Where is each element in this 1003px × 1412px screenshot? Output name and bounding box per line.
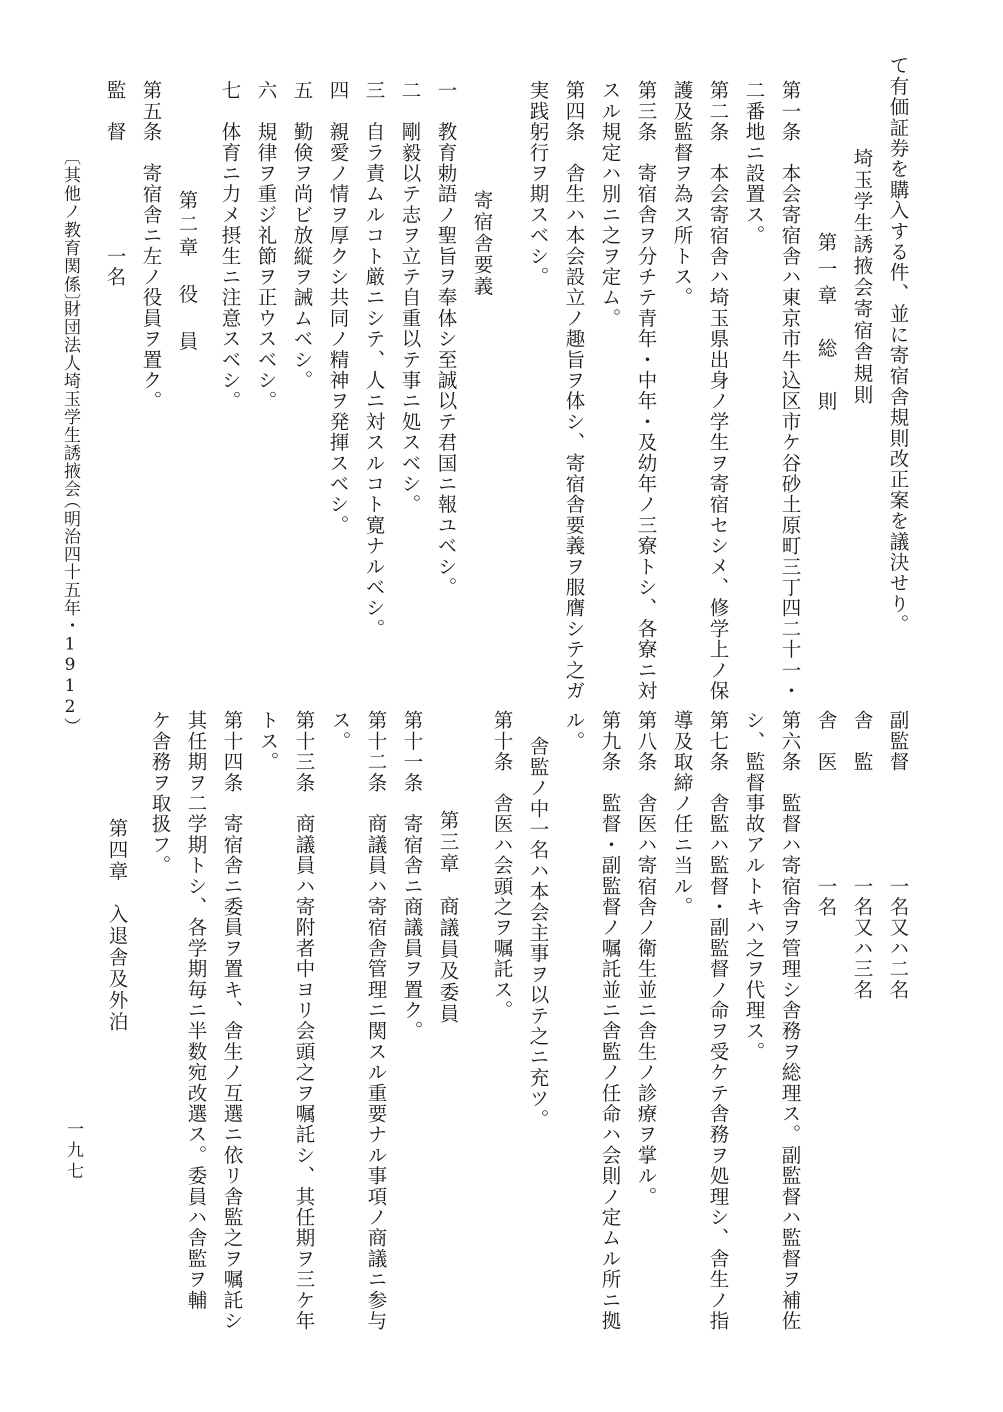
article-line: 第七条 舎監ハ監督・副監督ノ命ヲ受ケテ舎務ヲ処理シ、舎生ノ指 (706, 710, 730, 1331)
text-line: 監 督 一名 (103, 80, 127, 287)
article-line: 第三条 寄宿舎ヲ分チテ青年・中年・及幼年ノ三寮トシ、各寮ニ対 (634, 80, 658, 701)
article-line: 第九条 監督・副監督ノ嘱託並ニ舎監ノ任命ハ会則ノ定ムル所ニ拠 (598, 710, 622, 1331)
footer-year: （明治四十五年・1912） (60, 492, 80, 736)
list-item: 二 剛毅以テ志ヲ立テ自重以テ事ニ処スベシ。 (398, 80, 422, 515)
article-line: 第五条 寄宿舎ニ左ノ役員ヲ置ク。 (139, 80, 163, 412)
text-line: 二番地ニ設置ス。 (742, 80, 766, 246)
text-line: 実践躬行ヲ期スベシ。 (526, 80, 550, 287)
article-line: 第八条 舎医ハ寄宿舎ノ衛生並ニ舎生ノ診療ヲ掌ル。 (634, 710, 658, 1207)
footer-org: 財団法人埼玉学生誘掖会 (60, 300, 80, 498)
article-line: 第六条 監督ハ寄宿舎ヲ管理シ舎務ヲ総理ス。副監督ハ監督ヲ補佐 (778, 710, 802, 1331)
article-line: 第十三条 商議員ハ寄附者中ヨリ会頭之ヲ嘱託シ、其任期ヲ三ケ年 (292, 710, 316, 1331)
text-line: 舎 医 一名 (814, 710, 838, 917)
list-item: 六 規律ヲ重ジ礼節ヲ正ウスベシ。 (254, 80, 278, 412)
text-line: て有価証券を購入する件、並に寄宿舎規則改正案を議決せり。 (886, 55, 910, 635)
text-line: 導及取締ノ任ニ当ル。 (670, 710, 694, 917)
article-line: 第十二条 商議員ハ寄宿舎管理ニ関スル重要ナル事項ノ商議ニ参与 (364, 710, 388, 1331)
chapter-heading: 第三章 商議員及委員 (436, 810, 460, 1025)
article-line: 第十四条 寄宿舎ニ委員ヲ置キ、舎生ノ互選ニ依リ舎監之ヲ嘱託シ (220, 710, 244, 1331)
text-line: トス。 (256, 710, 280, 773)
article-line: 第十一条 寄宿舎ニ商議員ヲ置ク。 (400, 710, 424, 1042)
text-line: 舎監ノ中一名ハ本会主事ヲ以テ之ニ充ツ。 (526, 736, 550, 1130)
list-item: 三 自ラ責ムルコト厳ニシテ、人ニ対スルコト寛ナルベシ。 (362, 80, 386, 639)
chapter-heading: 第二章 役 員 (175, 190, 199, 355)
text-line: シ、監督事故アルトキハ之ヲ代理ス。 (742, 710, 766, 1062)
page-number: 一九七 (63, 1120, 83, 1183)
article-line: 第二条 本会寄宿舎ハ埼玉県出身ノ学生ヲ寄宿セシメ、修学上ノ保 (706, 80, 730, 701)
text-line: 護及監督ヲ為ス所トス。 (670, 80, 694, 308)
rules-title: 埼玉学生誘掖会寄宿舎規則 (850, 148, 874, 406)
list-item: 四 親愛ノ情ヲ厚クシ共同ノ精神ヲ発揮スベシ。 (326, 80, 350, 536)
list-item: 五 勤倹ヲ尚ビ放縦ヲ誡ムベシ。 (290, 80, 314, 391)
chapter-heading: 第一章 総 則 (814, 232, 838, 418)
article-line: 第一条 本会寄宿舎ハ東京市牛込区市ケ谷砂土原町三丁四二十一・ (778, 80, 802, 701)
text-line: 舎 監 一名又ハ三名 (850, 710, 874, 1000)
text-line: 其任期ヲ二学期トシ、各学期毎ニ半数宛改選ス。委員ハ舎監ヲ輔 (184, 710, 208, 1311)
section-heading: 寄宿舎要義 (470, 190, 494, 298)
list-item: 七 体育ニ力メ摂生ニ注意スベシ。 (218, 80, 242, 412)
text-line: ル。 (562, 710, 586, 752)
text-line: 副監督 一名又ハ二名 (886, 710, 910, 1000)
text-line: ス。 (328, 710, 352, 752)
article-line: 第十条 舎医ハ会頭之ヲ嘱託ス。 (490, 710, 514, 1021)
text-line: ケ舎務ヲ取扱フ。 (148, 710, 172, 876)
footer-section: 〔其他ノ教育関係〕 (60, 148, 80, 312)
article-line: 第四条 舎生ハ本会設立ノ趣旨ヲ体シ、寄宿舎要義ヲ服膺シテ之ガ (562, 80, 586, 701)
chapter-heading: 第四章 入退舎及外泊 (105, 818, 129, 1033)
list-item: 一 教育勅語ノ聖旨ヲ奉体シ至誠以テ君国ニ報ユベシ。 (434, 80, 458, 598)
text-line: スル規定ハ別ニ之ヲ定ム。 (598, 80, 622, 329)
